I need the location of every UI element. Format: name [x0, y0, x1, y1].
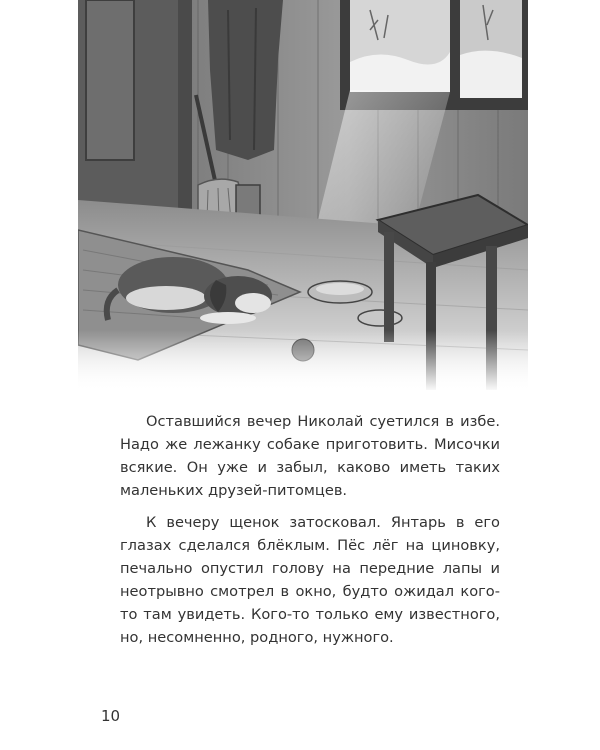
paragraph: Оставшийся вечер Николай суетился в избе. Надо же лежанку собаке приготовить. Мисочки всякие. Он уже и забыл, каково иметь таких маленьких друзей-питомцев. — [120, 413, 500, 499]
bowl-small — [358, 310, 402, 326]
page-number: 10 — [101, 707, 121, 725]
story-text — [120, 410, 500, 649]
door-frame — [178, 0, 192, 225]
hanging-coat — [208, 0, 283, 160]
paragraph: К вечеру щенок затосковал. Янтарь в его глазах сделался блёклым. Пёс лёг на циновку, печально опустил голову на передние лапы и неотрывно смотрел в окно, будто ожидал кого-то там увидеть. Кого-то только ему известного, но, несомненно, родного, нужного. — [120, 514, 500, 646]
illustration — [78, 0, 528, 392]
interior-scene-drawing — [78, 0, 528, 392]
